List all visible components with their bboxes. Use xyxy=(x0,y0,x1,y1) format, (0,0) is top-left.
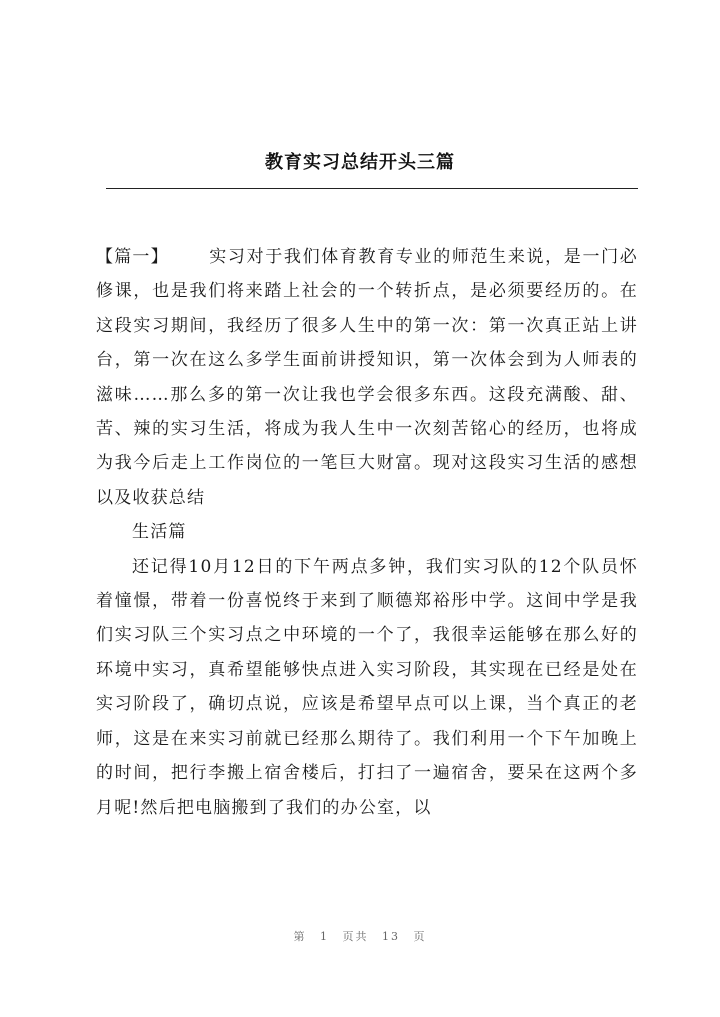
paragraph-intro-text: 实习对于我们体育教育专业的师范生来说，是一门必修课，也是我们将来踏上社会的一个转折点，是必须要经历的。在这段实习期间，我经历了很多人生中的第一次：第一次真正站上讲台，第一次在这么多学生面前讲授知识，第一次体会到为人师表的滋味……那么多的第一次让我也学会很多东西。这段充满酸、甜、苦、辣的实习生活，将成为我人生中一次刻苦铭心的经历，也将成为我今后走上工作岗位的一笔巨大财富。现对这段实习生活的感想以及收获总结 xyxy=(96,247,638,508)
footer-label-post: 页 xyxy=(413,930,427,943)
footer-page-total: 13 xyxy=(382,930,400,943)
footer-label-mid: 页共 xyxy=(342,930,369,943)
section-heading: 生活篇 xyxy=(132,522,187,543)
footer-label-pre: 第 xyxy=(293,930,307,943)
page-number-footer xyxy=(0,928,720,944)
document-body xyxy=(96,240,638,825)
paragraph-intro xyxy=(96,240,638,515)
title-divider xyxy=(106,188,638,189)
paragraph-life: 还记得10月12日的下午两点多钟，我们实习队的12个队员怀着憧憬，带着一份喜悦终于来到了顺德郑裕彤中学。这间中学是我们实习队三个实习点之中环境的一个了，我很幸运能够在那么好的环境中实习，真希望能够快点进入实习阶段，其实现在已经是处在实习阶段了，确切点说，应该是希望早点可以上课，当个真正的老师，这是在来实习前就已经那么期待了。我们利用一个下午加晚上的时间，把行李搬上宿舍楼后，打扫了一遍宿舍，要呆在这两个多月呢!然后把电脑搬到了我们的办公室，以 xyxy=(96,556,638,818)
document-title: 教育实习总结开头三篇 xyxy=(265,152,455,173)
footer-page-current: 1 xyxy=(320,930,329,943)
section-tag: 【篇一】 xyxy=(96,247,169,267)
